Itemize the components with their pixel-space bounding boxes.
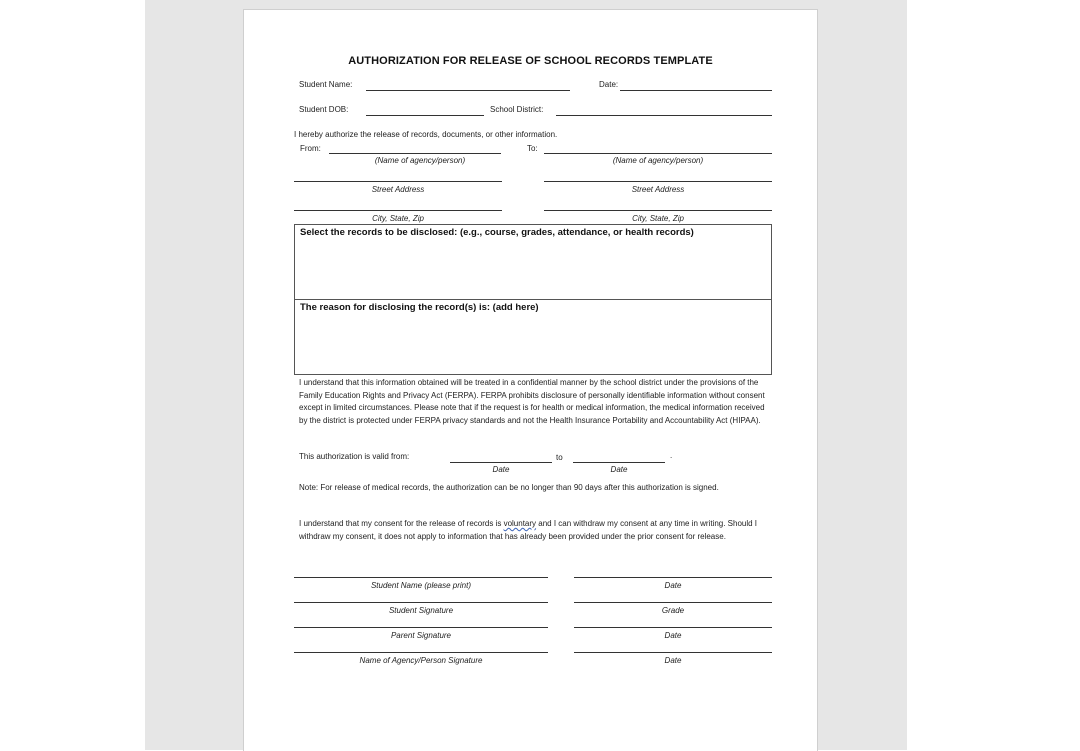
signature-date-caption: Date: [664, 631, 682, 640]
from-city-field[interactable]: [294, 210, 502, 211]
student-name-label: Student Name:: [299, 80, 353, 89]
consent-text-start: I understand that my consent for the release of records is: [299, 519, 504, 528]
signature-date-line[interactable]: [574, 627, 772, 628]
to-street-field[interactable]: [544, 181, 772, 182]
document-page: [243, 9, 818, 751]
signature-caption: Student Name (please print): [370, 581, 472, 590]
student-dob-field[interactable]: [366, 115, 484, 116]
signature-line[interactable]: [294, 652, 548, 653]
signature-grade-caption: Grade: [661, 606, 685, 615]
from-agency-field[interactable]: [329, 153, 501, 154]
signature-line[interactable]: [294, 627, 548, 628]
signature-caption: Student Signature: [388, 606, 454, 615]
date-field[interactable]: [620, 90, 772, 91]
valid-period: .: [670, 451, 673, 460]
ferpa-paragraph: I understand that this information obtained will be treated in a confidential manner by the school district under the provisions of the Family Education Rights and Privacy Act (FERPA). FERPA prohibits disclosure of personally identifiable information without consent except in limited circumstances. Please note that if the request is for health or medical information, the medical information received by the district is protected under FERPA privacy standards and not the Health Insurance Portability and Accountability Act (HIPAA).: [299, 378, 765, 425]
reason-disclosing-box[interactable]: [294, 299, 772, 375]
to-label: To:: [527, 144, 538, 153]
valid-to-label: to: [556, 453, 563, 462]
authorize-statement: I hereby authorize the release of records, documents, or other information.: [294, 130, 558, 139]
school-district-label: School District:: [490, 105, 544, 114]
signature-date-caption: Date: [664, 581, 682, 590]
signature-date-line[interactable]: [574, 652, 772, 653]
from-street-field[interactable]: [294, 181, 502, 182]
to-city-field[interactable]: [544, 210, 772, 211]
records-disclosed-box[interactable]: [294, 224, 772, 300]
to-city-caption: City, State, Zip: [632, 214, 684, 223]
document-title: AUTHORIZATION FOR RELEASE OF SCHOOL RECORDS TEMPLATE: [348, 55, 713, 67]
spellcheck-flagged-word[interactable]: voluntary: [503, 519, 537, 528]
valid-from-date-caption: Date: [492, 465, 510, 474]
consent-paragraph: [299, 518, 769, 543]
signature-date-caption: Date: [664, 656, 682, 665]
signature-caption: Parent Signature: [390, 631, 452, 640]
from-city-caption: City, State, Zip: [372, 214, 424, 223]
note-paragraph: Note: For release of medical records, the authorization can be no longer than 90 days after this authorization is signed.: [299, 483, 719, 492]
to-agency-caption: (Name of agency/person): [612, 156, 704, 165]
to-agency-field[interactable]: [544, 153, 772, 154]
from-street-caption: Street Address: [371, 185, 425, 194]
signature-date-line[interactable]: [574, 577, 772, 578]
signature-caption: Name of Agency/Person Signature: [359, 656, 483, 665]
signature-grade-line[interactable]: [574, 602, 772, 603]
valid-to-date-field[interactable]: [573, 462, 665, 463]
date-label: Date:: [599, 80, 619, 89]
valid-from-label: This authorization is valid from:: [299, 452, 410, 461]
to-street-caption: Street Address: [631, 185, 685, 194]
valid-from-date-field[interactable]: [450, 462, 552, 463]
records-disclosed-heading: Select the records to be disclosed: (e.g., course, grades, attendance, or health records): [300, 227, 694, 238]
signature-line[interactable]: [294, 577, 548, 578]
student-dob-label: Student DOB:: [299, 105, 349, 114]
from-agency-caption: (Name of agency/person): [374, 156, 466, 165]
from-label: From:: [300, 144, 321, 153]
student-name-field[interactable]: [366, 90, 570, 91]
reason-disclosing-heading: The reason for disclosing the record(s) is: (add here): [300, 302, 539, 313]
consent-text-end: and I can withdraw my consent at any time in writing. Should I withdraw my consent, it does not apply to information that has already been provided under the prior consent for release.: [299, 519, 758, 541]
valid-to-date-caption: Date: [610, 465, 628, 474]
signature-line[interactable]: [294, 602, 548, 603]
school-district-field[interactable]: [556, 115, 772, 116]
